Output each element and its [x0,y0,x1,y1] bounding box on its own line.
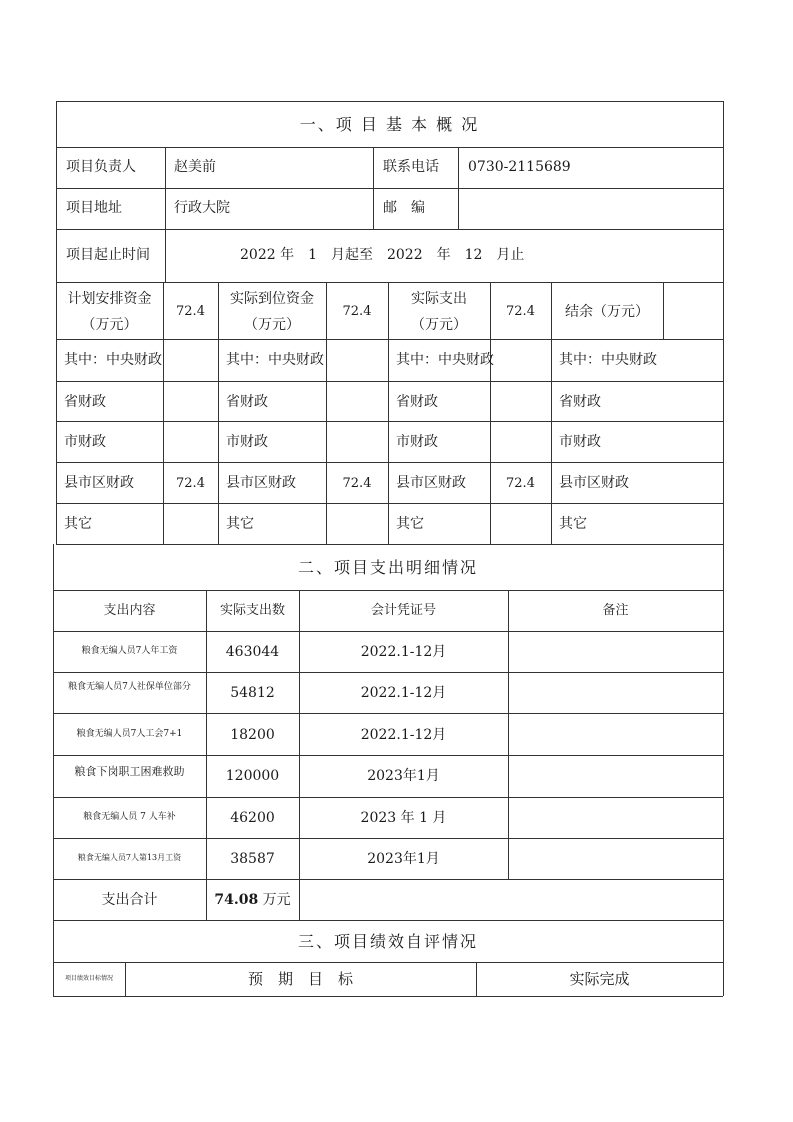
table-border-right [723,101,724,996]
col-divider [326,282,327,544]
col-divider [163,282,164,544]
received-unit: （万元） [244,317,300,333]
spent-unit: （万元） [411,317,467,333]
row-divider [56,147,723,148]
address-label: 项目地址 [66,200,122,216]
balance-source: 其它 [559,516,587,532]
col-divider [206,590,207,920]
expense-amount: 18200 [230,727,275,743]
total-amount [206,893,299,907]
header-content: 支出内容 [103,603,156,618]
actual-completion-label: 实际完成 [569,970,630,988]
planned-source: 其中：中央财政 [64,352,162,368]
row-divider [56,188,723,189]
expense-voucher: 2023 年 1 月 [360,810,447,826]
total-unit: 万元 [262,892,291,908]
row-divider [53,590,723,591]
spent-source: 其中：中央财政 [396,352,494,368]
row-divider [53,713,723,714]
period-label: 项目起止时间 [66,247,150,263]
row-divider [56,339,723,340]
planned-value: 72.4 [176,304,205,319]
row-divider [56,229,723,230]
received-source: 县市区财政 [226,475,296,491]
balance-source: 省财政 [559,394,601,410]
header-voucher: 会计凭证号 [370,603,436,618]
row-divider [56,503,723,504]
received-value: 72.4 [342,304,372,319]
total-value: 74.08 [214,892,259,908]
expense-voucher: 2023年1月 [367,768,440,784]
spent-source: 市财政 [396,434,438,450]
received-label: 实际到位资金 [230,291,314,307]
balance-source: 市财政 [559,434,601,450]
row-divider [53,920,723,921]
phone-value: 0730-2115689 [468,159,571,175]
col-divider [165,147,166,282]
spent-source: 县市区财政 [396,475,466,491]
owner-value: 赵美前 [174,159,216,175]
received-source: 市财政 [226,434,268,450]
expense-amount: 120000 [225,768,280,784]
expense-voucher: 2023年1月 [367,851,440,867]
balance-source: 县市区财政 [559,475,629,491]
row-divider [56,381,723,382]
received-source: 其它 [226,516,254,532]
table-border-top [56,101,723,102]
expense-amount: 463044 [225,644,280,660]
balance-label: 结余（万元） [565,304,649,320]
col-divider [458,147,459,229]
row-divider [53,755,723,756]
expense-content: 粮食无编人员7人第13月工资 [77,853,182,862]
row-divider [53,631,723,632]
col-divider [373,147,374,229]
period-value: 2022 年 1 月起至 2022 年 12 月止 [240,247,525,263]
col-divider [663,282,664,339]
planned-source: 县市区财政 [64,475,134,491]
spent-source: 省财政 [396,394,438,410]
expense-content: 粮食无编人员 7 人车补 [83,812,176,822]
phone-label: 联系电话 [383,159,439,175]
spent-source-value: 72.4 [506,476,535,491]
expense-content: 粮食无编人员7人社保单位部分 [68,682,191,692]
expense-voucher: 2022.1-12月 [360,727,447,743]
expected-target-label: 预 期 目 标 [247,970,353,988]
expense-amount: 54812 [230,685,275,701]
row-divider [53,838,723,839]
planned-source: 其它 [64,516,92,532]
planned-source-value: 72.4 [176,476,205,491]
spent-source: 其它 [396,516,424,532]
row-divider [56,282,723,283]
expense-content: 粮食下岗职工困难救助 [74,765,185,778]
col-divider [490,282,491,544]
planned-source: 省财政 [64,394,106,410]
received-source: 其中：中央财政 [226,352,324,368]
row-divider [53,672,723,673]
total-label: 支出合计 [101,892,158,908]
expense-voucher: 2022.1-12月 [360,685,447,701]
row-divider [56,462,723,463]
table-border-bottom [53,996,723,997]
row-divider [56,544,723,545]
address-value: 行政大院 [174,200,230,216]
expense-amount: 38587 [230,851,275,867]
row-divider [56,421,723,422]
spent-value: 72.4 [506,304,535,319]
planned-source: 市财政 [64,434,106,450]
expense-voucher: 2022.1-12月 [360,644,447,660]
row-divider [53,962,723,963]
col-divider [551,282,552,544]
owner-label: 项目负责人 [66,159,136,175]
expense-content: 粮食无编人员7人年工资 [81,646,178,656]
balance-source: 其中：中央财政 [559,352,657,368]
row-divider [53,797,723,798]
postcode-label: 邮 编 [383,200,425,216]
received-source-value: 72.4 [342,476,372,491]
expense-amount: 46200 [230,810,275,826]
performance-row-label: 项目绩效目标情况 [64,975,113,982]
section-2-title: 二、项目支出明细情况 [297,558,478,577]
spent-label: 实际支出 [411,291,467,307]
section-3-title: 三、项目绩效自评情况 [297,932,478,951]
header-amount: 实际支出数 [219,603,285,618]
expense-content: 粮食无编人员7人工会7+1 [76,729,183,739]
header-note: 备注 [602,603,629,618]
planned-unit: （万元） [81,317,138,333]
section-1-title: 一、项 目 基 本 概 况 [299,115,480,134]
row-divider [53,879,723,880]
col-divider [299,590,300,920]
received-source: 省财政 [226,394,268,410]
col-divider [508,590,509,879]
planned-label: 计划安排资金 [67,291,152,307]
